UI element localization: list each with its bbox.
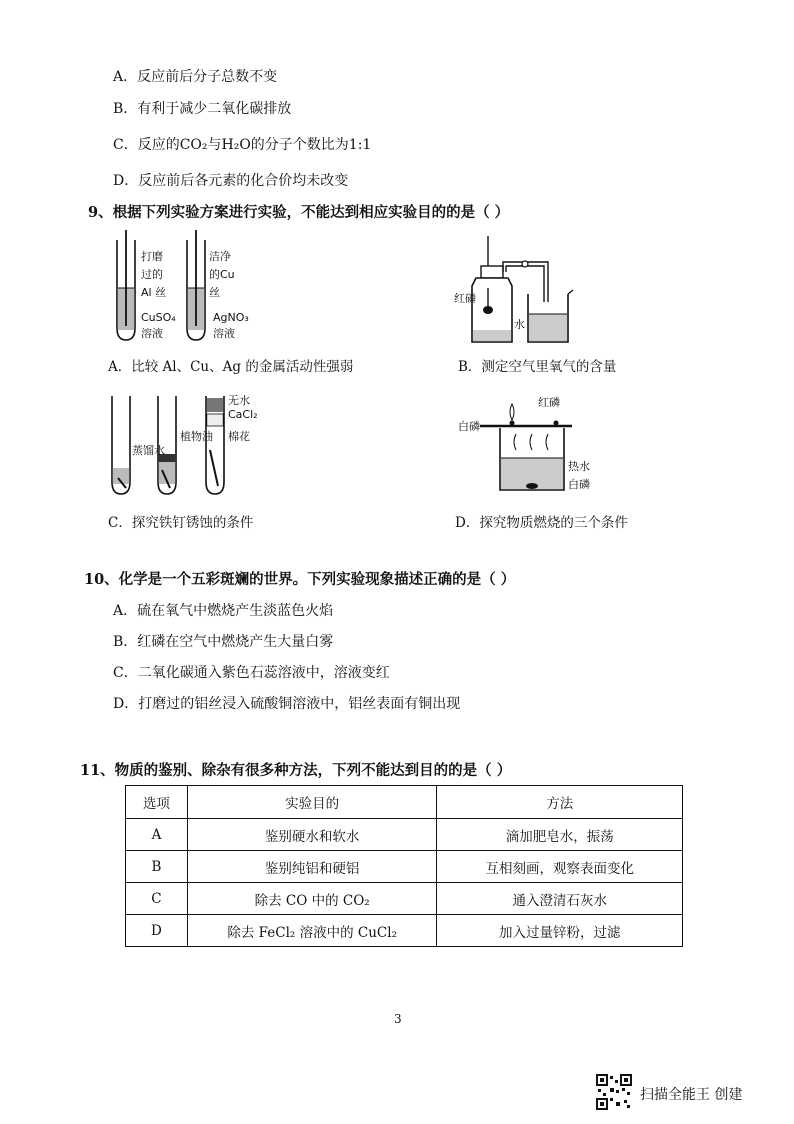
q10-option-a: A．硫在氧气中燃烧产生淡蓝色火焰 xyxy=(113,603,334,619)
table-header-purpose: 实验目的 xyxy=(187,786,437,819)
table-cell-purpose: 除去 CO 中的 CO₂ xyxy=(187,883,437,915)
q10-option-b: B．红磷在空气中燃烧产生大量白雾 xyxy=(113,634,334,650)
q8-option-a: A．反应前后分子总数不变 xyxy=(113,69,278,85)
q9-stem: 9、根据下列实验方案进行实验，不能达到相应实验目的的是（ ） xyxy=(88,204,510,221)
table-cell-option: D xyxy=(126,915,188,947)
q9-figure-c xyxy=(100,390,270,502)
q11-table xyxy=(125,785,683,947)
fig-a-label-6: 丝 xyxy=(209,286,220,299)
q9-figure-a xyxy=(105,228,285,346)
fig-a-solution-1: CuSO₄ xyxy=(141,311,176,324)
fig-d-label-white-p-top: 白磷 xyxy=(458,420,480,433)
page-number: 3 xyxy=(394,1012,402,1026)
fig-c-label-cotton: 棉花 xyxy=(228,430,250,443)
q11-stem: 11、物质的鉴别、除杂有很多种方法，下列不能达到目的的是（ ） xyxy=(80,762,512,779)
fig-a-label-3: Al 丝 xyxy=(141,286,167,299)
fig-a-solution-2b: 溶液 xyxy=(213,327,235,340)
q9-figure-d xyxy=(452,390,592,502)
table-cell-option: A xyxy=(126,819,188,851)
q9-figure-b xyxy=(448,232,578,350)
fig-c-label-cacl2-2: CaCl₂ xyxy=(228,408,258,421)
fig-a-solution-1b: 溶液 xyxy=(141,327,163,340)
table-cell-method: 通入澄清石灰水 xyxy=(437,883,683,915)
fig-b-label-phosphorus: 红磷 xyxy=(454,292,476,305)
scanner-brand: 扫描全能王 创建 xyxy=(640,1087,743,1103)
q8-option-d: D．反应前后各元素的化合价均未改变 xyxy=(113,173,349,189)
fig-a-label-5: 的Cu xyxy=(209,268,235,281)
q8-option-c: C．反应的CO₂与H₂O的分子个数比为1:1 xyxy=(113,137,372,153)
table-cell-option: B xyxy=(126,851,188,883)
fig-a-label-1: 打磨 xyxy=(141,250,163,263)
q8-option-b: B．有利于减少二氧化碳排放 xyxy=(113,101,292,117)
q10-option-c: C．二氧化碳通入紫色石蕊溶液中，溶液变红 xyxy=(113,665,390,681)
table-header-method: 方法 xyxy=(437,786,683,819)
table-row xyxy=(126,915,683,947)
fig-c-label-oil: 植物油 xyxy=(180,430,213,443)
q9-caption-d: D．探究物质燃烧的三个条件 xyxy=(455,515,628,531)
q10-stem: 10、化学是一个五彩斑斓的世界。下列实验现象描述正确的是（ ） xyxy=(84,571,516,588)
table-cell-purpose: 鉴别纯铝和硬铝 xyxy=(187,851,437,883)
q9-caption-a: A．比较 Al、Cu、Ag 的金属活动性强弱 xyxy=(108,359,354,375)
q9-caption-b: B．测定空气里氧气的含量 xyxy=(458,359,617,375)
fig-d-label-hot-water: 热水 xyxy=(568,460,590,473)
fig-a-label-4: 洁净 xyxy=(209,250,231,263)
fig-d-label-red-p: 红磷 xyxy=(538,396,560,409)
table-cell-method: 滴加肥皂水，振荡 xyxy=(437,819,683,851)
table-cell-method: 互相刻画，观察表面变化 xyxy=(437,851,683,883)
fig-c-label-water: 蒸馏水 xyxy=(132,444,165,457)
q9-caption-c: C．探究铁钉锈蚀的条件 xyxy=(108,515,254,531)
fig-a-solution-2: AgNO₃ xyxy=(213,311,249,324)
fig-b-label-water: 水 xyxy=(514,318,525,331)
table-cell-method: 加入过量锌粉，过滤 xyxy=(437,915,683,947)
q10-option-d: D．打磨过的铝丝浸入硫酸铜溶液中，铝丝表面有铜出现 xyxy=(113,696,461,712)
table-cell-purpose: 鉴别硬水和软水 xyxy=(187,819,437,851)
table-cell-option: C xyxy=(126,883,188,915)
qr-code-icon xyxy=(596,1074,632,1110)
table-header-option: 选项 xyxy=(126,786,188,819)
fig-a-label-2: 过的 xyxy=(141,268,163,281)
fig-c-label-cacl2-1: 无水 xyxy=(228,394,250,407)
table-row xyxy=(126,819,683,851)
table-row xyxy=(126,883,683,915)
table-header-row xyxy=(126,786,683,819)
fig-d-label-white-p-bottom: 白磷 xyxy=(568,478,590,491)
table-row xyxy=(126,851,683,883)
table-cell-purpose: 除去 FeCl₂ 溶液中的 CuCl₂ xyxy=(187,915,437,947)
